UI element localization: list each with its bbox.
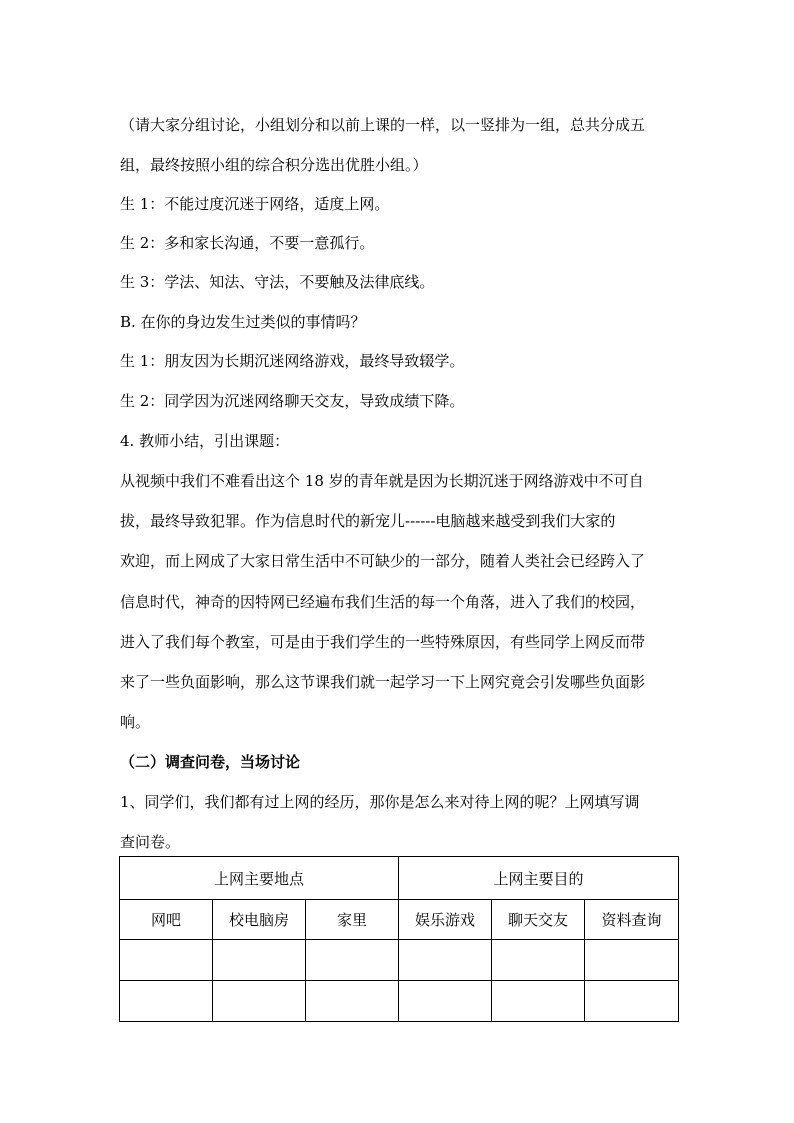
table-row [120, 940, 679, 981]
table-cell [213, 981, 306, 1022]
table-cell [306, 981, 399, 1022]
table-cell [492, 940, 585, 981]
table-cell [399, 981, 492, 1022]
table-row [120, 981, 679, 1022]
table-cell [585, 940, 679, 981]
column-header: 家里 [306, 900, 399, 940]
table-cell [492, 981, 585, 1022]
table-cell [399, 940, 492, 981]
survey-table [119, 856, 679, 1022]
paragraph-line: 组，最终按照小组的综合积分选出优胜小组。） [120, 156, 428, 174]
paragraph-line: 1、同学们，我们都有过上网的经历，那你是怎么来对待上网的呢？上网填写调 [120, 793, 640, 811]
table-group-header-row [120, 857, 679, 900]
paragraph-line: 4. 教师小结，引出课题： [120, 432, 290, 450]
table-header-row [120, 900, 679, 940]
paragraph-line: 来了一些负面影响，那么这节课我们就一起学习一下上网究竟会引发哪些负面影 [120, 673, 646, 691]
column-header: 校电脑房 [213, 900, 306, 940]
table-group-header: 上网主要目的 [399, 857, 679, 900]
table-cell [306, 940, 399, 981]
paragraph-line: 进入了我们每个教室，可是由于我们学生的一些特殊原因，有些同学上网反而带 [120, 633, 646, 651]
paragraph-line: 生 1：不能过度沉迷于网络，适度上网。 [120, 195, 390, 213]
table-cell [120, 981, 213, 1022]
column-header: 资料查询 [585, 900, 679, 940]
paragraph-line: 生 2：同学因为沉迷网络聊天交友，导致成绩下降。 [120, 392, 465, 410]
table-group-header: 上网主要地点 [120, 857, 399, 900]
table-cell [585, 981, 679, 1022]
paragraph-line: 响。 [120, 713, 151, 731]
paragraph-line: 欢迎，而上网成了大家日常生活中不可缺少的一部分，随着人类社会已经跨入了 [120, 552, 646, 570]
paragraph-line: 生 3：学法、知法、守法，不要触及法律底线。 [120, 273, 435, 291]
paragraph-line: 从视频中我们不难看出这个 18 岁的青年就是因为长期沉迷于网络游戏中不可自 [120, 472, 644, 490]
column-header: 网吧 [120, 900, 213, 940]
paragraph-line: B. 在你的身边发生过类似的事情吗？ [120, 313, 366, 331]
table-cell [120, 940, 213, 981]
paragraph-line: 生 1：朋友因为长期沉迷网络游戏，最终导致辍学。 [120, 352, 465, 370]
paragraph-line: 查问卷。 [120, 833, 181, 851]
section-heading: （二）调查问卷，当场讨论 [120, 753, 301, 771]
paragraph-line: 生 2：多和家长沟通，不要一意孤行。 [120, 234, 375, 252]
column-header: 聊天交友 [492, 900, 585, 940]
table-cell [213, 940, 306, 981]
paragraph-line: 拔，最终导致犯罪。作为信息时代的新宠儿------电脑越来越受到我们大家的 [120, 512, 616, 530]
column-header: 娱乐游戏 [399, 900, 492, 940]
paragraph-line: 信息时代，神奇的因特网已经遍布我们生活的每一个角落，进入了我们的校园， [120, 593, 646, 611]
paragraph-line: （请大家分组讨论，小组划分和以前上课的一样，以一竖排为一组，总共分成五 [120, 116, 646, 134]
